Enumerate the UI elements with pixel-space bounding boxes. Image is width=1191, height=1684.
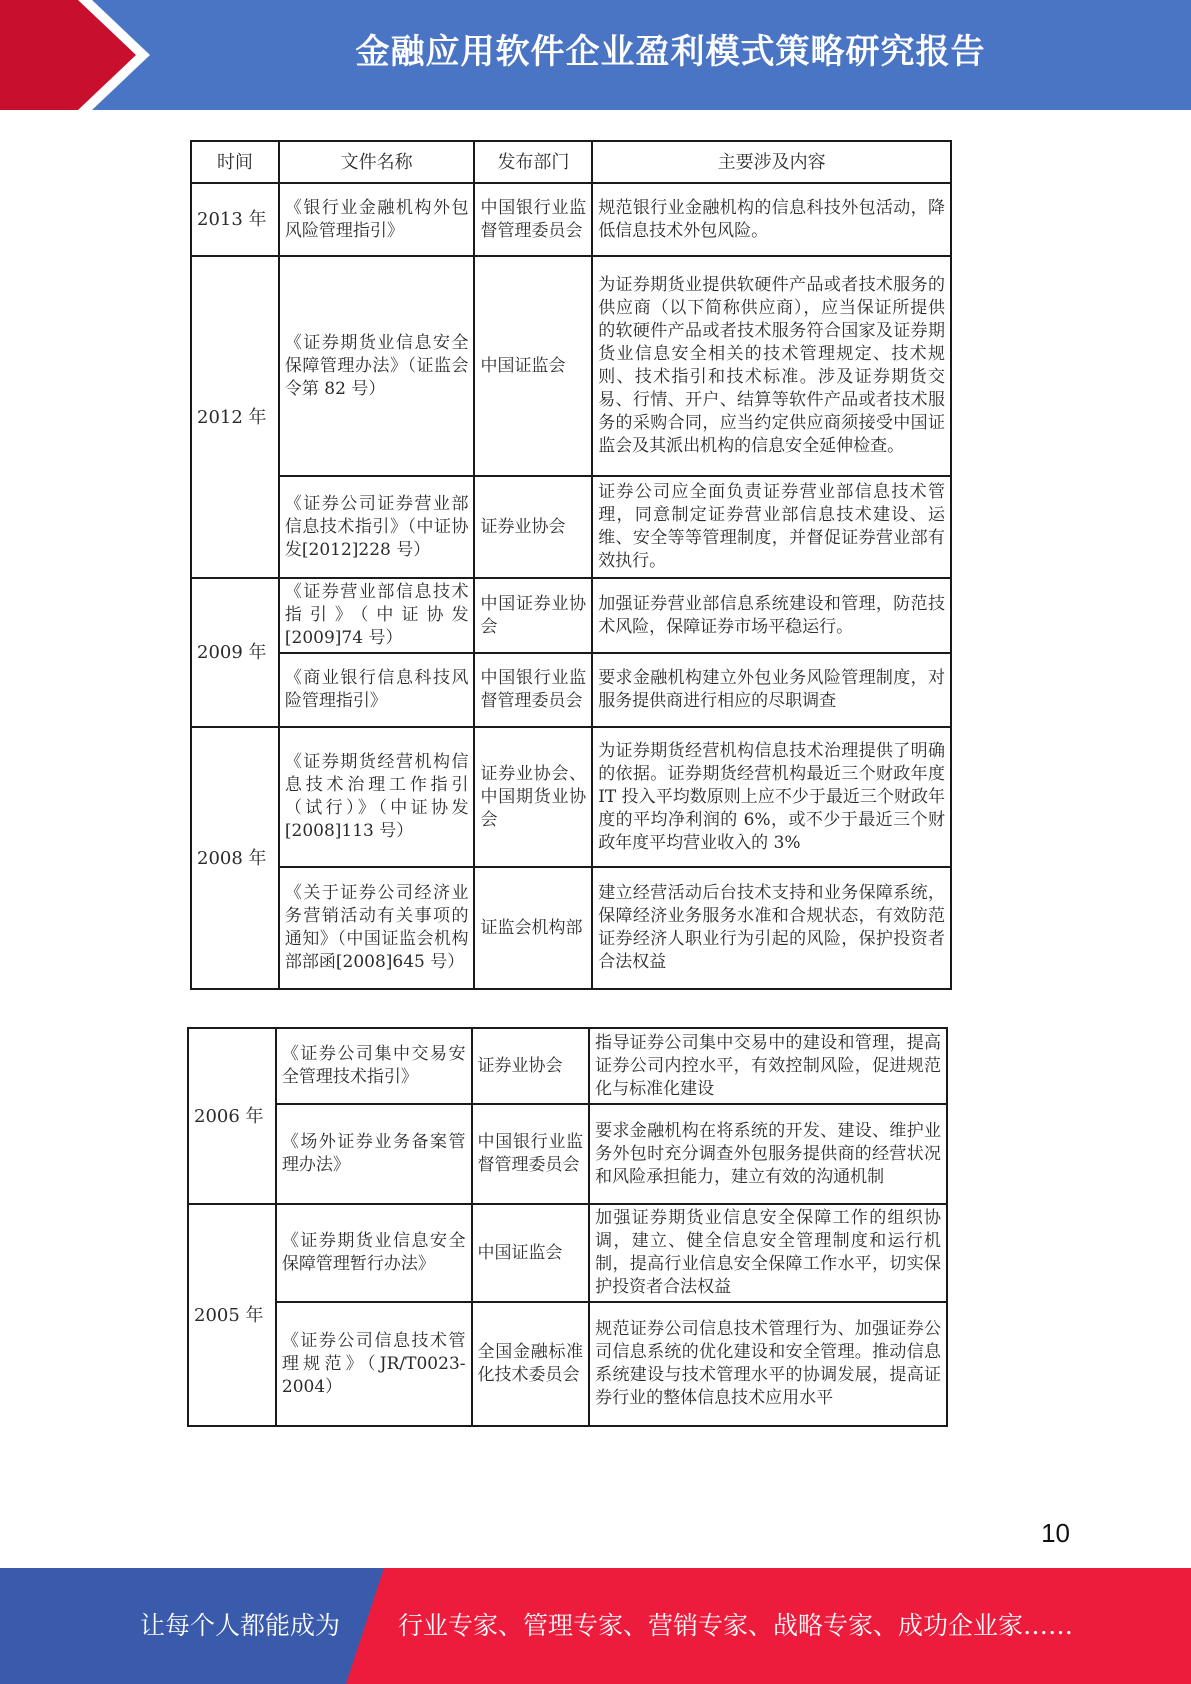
year-cell: 2005 年 — [188, 1204, 276, 1426]
slogan-right: 行业专家、管理专家、营销专家、战略专家、成功企业家…… — [398, 1611, 1074, 1640]
content-cell: 规范证券公司信息技术管理行为、加强证券公司信息系统的优化建设和安全管理。推动信息系统建设与技术管理水平的协调发展，提高证券行业的整体信息技术应用水平 — [589, 1302, 947, 1426]
doc-cell: 《证券公司证券营业部信息技术指引》（中证协发[2012]228 号） — [279, 476, 475, 578]
year-cell: 2013 年 — [191, 183, 279, 256]
dept-cell: 证券业协会 — [472, 1028, 590, 1104]
col-header-doc: 文件名称 — [279, 141, 475, 183]
dept-cell: 全国金融标准化技术委员会 — [472, 1302, 590, 1426]
content-cell: 规范银行业金融机构的信息科技外包活动，降低信息技术外包风险。 — [592, 183, 951, 256]
dept-cell: 中国银行业监督管理委员会 — [472, 1104, 590, 1204]
table-row — [188, 1302, 947, 1426]
table-row — [191, 476, 951, 578]
table-row — [188, 1104, 947, 1204]
doc-cell: 《证券期货经营机构信息技术治理工作指引（试行）》（中证协发[2008]113 号） — [279, 727, 475, 867]
table-row — [191, 727, 951, 867]
col-header-dept: 发布部门 — [474, 141, 592, 183]
doc-cell: 《商业银行信息科技风险管理指引》 — [279, 653, 475, 727]
doc-cell: 《证券公司信息技术管理规范》（JR/T0023-2004） — [276, 1302, 472, 1426]
dept-cell: 中国银行业监督管理委员会 — [474, 653, 592, 727]
doc-cell: 《证券期货业信息安全保障管理暂行办法》 — [276, 1204, 472, 1302]
content-cell: 要求金融机构建立外包业务风险管理制度，对服务提供商进行相应的尽职调查 — [592, 653, 951, 727]
regulation-table-2 — [187, 1027, 948, 1427]
page-number: 10 — [1041, 1518, 1070, 1548]
table-row — [191, 256, 951, 476]
dept-cell: 证券业协会 — [474, 476, 592, 578]
year-cell: 2008 年 — [191, 727, 279, 989]
content-cell: 要求金融机构在将系统的开发、建设、维护业务外包时充分调查外包服务提供商的经营状况和风险承担能力，建立有效的沟通机制 — [589, 1104, 947, 1204]
chevron-decoration — [0, 0, 150, 110]
table-row — [188, 1204, 947, 1302]
table-header-row — [191, 141, 951, 183]
regulation-table-1 — [190, 140, 952, 990]
report-title: 金融应用软件企业盈利模式策略研究报告 — [355, 32, 986, 72]
doc-cell: 《场外证券业务备案管理办法》 — [276, 1104, 472, 1204]
content-cell: 为证券期货经营机构信息技术治理提供了明确的依据。证券期货经营机构最近三个财政年度 IT 投入平均数原则上应不少于最近三个财政年度的平均净利润的 6%，或不少于最近三个财政年度平均营业收入的 3% — [592, 727, 951, 867]
dept-cell: 中国银行业监督管理委员会 — [474, 183, 592, 256]
doc-cell: 《银行业金融机构外包风险管理指引》 — [279, 183, 475, 256]
content-cell: 证券公司应全面负责证券营业部信息技术管理，同意制定证券营业部信息技术建设、运维、安全等等管理制度，并督促证券营业部有效执行。 — [592, 476, 951, 578]
dept-cell: 中国证券业协会 — [474, 578, 592, 653]
doc-cell: 《证券期货业信息安全保障管理办法》（证监会令第 82 号） — [279, 256, 475, 476]
table-row — [188, 1028, 947, 1104]
dept-cell: 证券业协会、中国期货业协会 — [474, 727, 592, 867]
table-row — [191, 867, 951, 989]
table-row — [191, 183, 951, 256]
dept-cell: 证监会机构部 — [474, 867, 592, 989]
content-cell: 加强证券营业部信息系统建设和管理，防范技术风险，保障证券市场平稳运行。 — [592, 578, 951, 653]
year-cell: 2009 年 — [191, 578, 279, 727]
dept-cell: 中国证监会 — [474, 256, 592, 476]
content-cell: 为证券期货业提供软硬件产品或者技术服务的供应商（以下简称供应商），应当保证所提供的软硬件产品或者技术服务符合国家及证券期货业信息安全相关的技术管理规定、技术规则、技术指引和技术标准。涉及证券期货交易、行情、开户、结算等软件产品或者技术服务的采购合同，应当约定供应商须接受中国证监会及其派出机构的信息安全延伸检查。 — [592, 256, 951, 476]
page-footer — [0, 1568, 1191, 1684]
doc-cell: 《关于证券公司经济业务营销活动有关事项的通知》（中国证监会机构部部函[2008]645 号） — [279, 867, 475, 989]
year-cell: 2012 年 — [191, 256, 279, 578]
dept-cell: 中国证监会 — [472, 1204, 590, 1302]
year-cell: 2006 年 — [188, 1028, 276, 1204]
doc-cell: 《证券营业部信息技术指引》（中证协发[2009]74 号） — [279, 578, 475, 653]
col-header-time: 时间 — [191, 141, 279, 183]
content-cell: 加强证券期货业信息安全保障工作的组织协调，建立、健全信息安全管理制度和运行机制，提高行业信息安全保障工作水平，切实保护投资者合法权益 — [589, 1204, 947, 1302]
col-header-content: 主要涉及内容 — [592, 141, 951, 183]
page-header — [0, 0, 1191, 110]
table-row — [191, 653, 951, 727]
slogan-left: 让每个人都能成为 — [140, 1611, 341, 1640]
doc-cell: 《证券公司集中交易安全管理技术指引》 — [276, 1028, 472, 1104]
content-cell: 建立经营活动后台技术支持和业务保障系统，保障经济业务服务水准和合规状态，有效防范证券经济人职业行为引起的风险，保护投资者合法权益 — [592, 867, 951, 989]
table-row — [191, 578, 951, 653]
content-cell: 指导证券公司集中交易中的建设和管理，提高证券公司内控水平，有效控制风险，促进规范化与标准化建设 — [589, 1028, 947, 1104]
